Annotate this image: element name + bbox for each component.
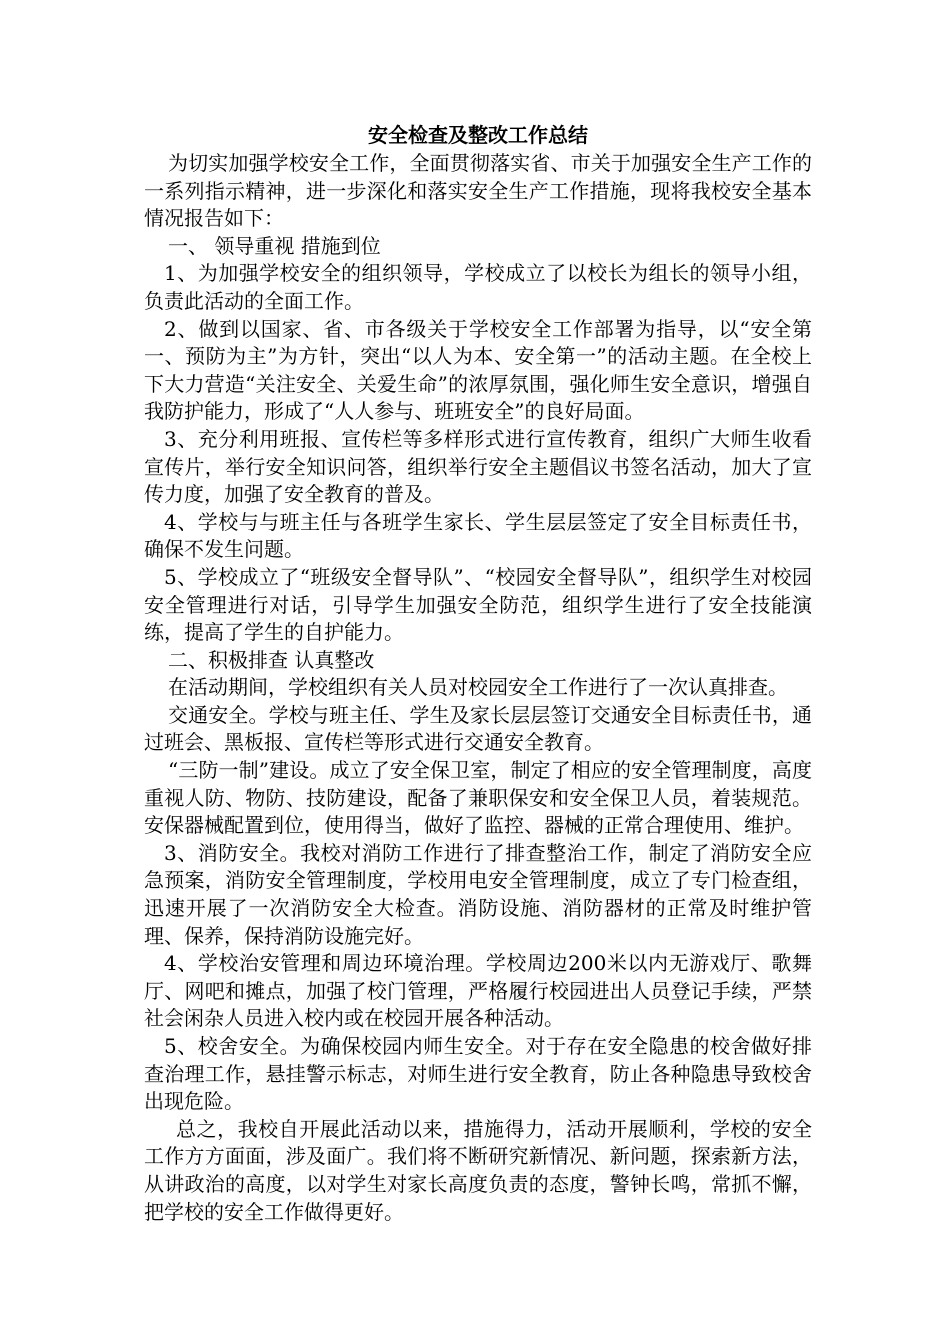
document-page: [144, 120, 812, 1226]
section-2-item-three-defense: “三防一制”建设。成立了安全保卫室，制定了相应的安全管理制度，高度重视人防、物防、技防建设，配备了兼职保安和安全保卫人员，着装规范。安保器械配置到位，使用得当，做好了监控、器械的正常合理使用、维护。: [144, 758, 812, 838]
section-1-heading: 一、 领导重视 措施到位: [168, 233, 381, 258]
section-1-item-4: 4、学校与与班主任与各班学生家长、学生层层签定了安全目标责任书，确保不发生问题。: [144, 509, 812, 562]
section-2-heading: 二、积极排查 认真整改: [168, 647, 375, 672]
section-2-intro: 在活动期间，学校组织有关人员对校园安全工作进行了一次认真排查。: [168, 675, 788, 700]
conclusion-paragraph: 总之，我校自开展此活动以来，措施得力，活动开展顺利，学校的安全工作方方面面，涉及面广。我们将不断研究新情况、新问题，探索新方法，从讲政治的高度，以对学生对家长高度负责的态度，警钟长鸣，常抓不懈，把学校的安全工作做得更好。: [144, 1116, 812, 1224]
intro-paragraph: 为切实加强学校安全工作，全面贯彻落实省、市关于加强安全生产工作的一系列指示精神，进一步深化和落实安全生产工作措施，现将我校安全基本情况报告如下：: [144, 151, 812, 231]
section-2-item-traffic: 交通安全。学校与班主任、学生及家长层层签订交通安全目标责任书，通过班会、黑板报、宣传栏等形式进行交通安全教育。: [144, 702, 812, 755]
section-1-item-3: 3、充分利用班报、宣传栏等多样形式进行宣传教育，组织广大师生收看宣传片，举行安全知识问答，组织举行安全主题倡议书签名活动，加大了宣传力度，加强了安全教育的普及。: [144, 426, 812, 507]
document-title: 安全检查及整改工作总结: [368, 123, 588, 147]
section-2-item-fire: 3、消防安全。我校对消防工作进行了排查整治工作，制定了消防安全应急预案，消防安全管理制度，学校用电安全管理制度，成立了专门检查组，迅速开展了一次消防安全大检查。消防设施、消防器材的正常及时维护管理、保养，保持消防设施完好。: [144, 840, 812, 948]
section-1-item-5: 5、学校成立了“班级安全督导队”、“校园安全督导队”，组织学生对校园安全管理进行对话，引导学生加强安全防范，组织学生进行了安全技能演练，提高了学生的自护能力。: [144, 564, 812, 645]
section-1-item-1: 1、为加强学校安全的组织领导，学校成立了以校长为组长的领导小组，负责此活动的全面工作。: [144, 261, 812, 313]
section-1-item-2: 2、做到以国家、省、市各级关于学校安全工作部署为指导，以“安全第一、预防为主”为方针，突出“以人为本、安全第一”的活动主题。在全校上下大力营造“关注安全、关爱生命”的浓厚氛围，强化师生安全意识，增强自我防护能力，形成了“人人参与、班班安全”的良好局面。: [144, 316, 812, 424]
section-2-item-security: 4、学校治安管理和周边环境治理。学校周边200米以内无游戏厅、歌舞厅、网吧和摊点，加强了校门管理，严格履行校园进出人员登记手续，严禁社会闲杂人员进入校内或在校园开展各种活动。: [144, 951, 812, 1031]
section-2-item-building: 5、校舍安全。为确保校园内师生安全。对于存在安全隐患的校舍做好排查治理工作，悬挂警示标志，对师生进行安全教育，防止各种隐患导致校舍出现危险。: [144, 1034, 812, 1114]
